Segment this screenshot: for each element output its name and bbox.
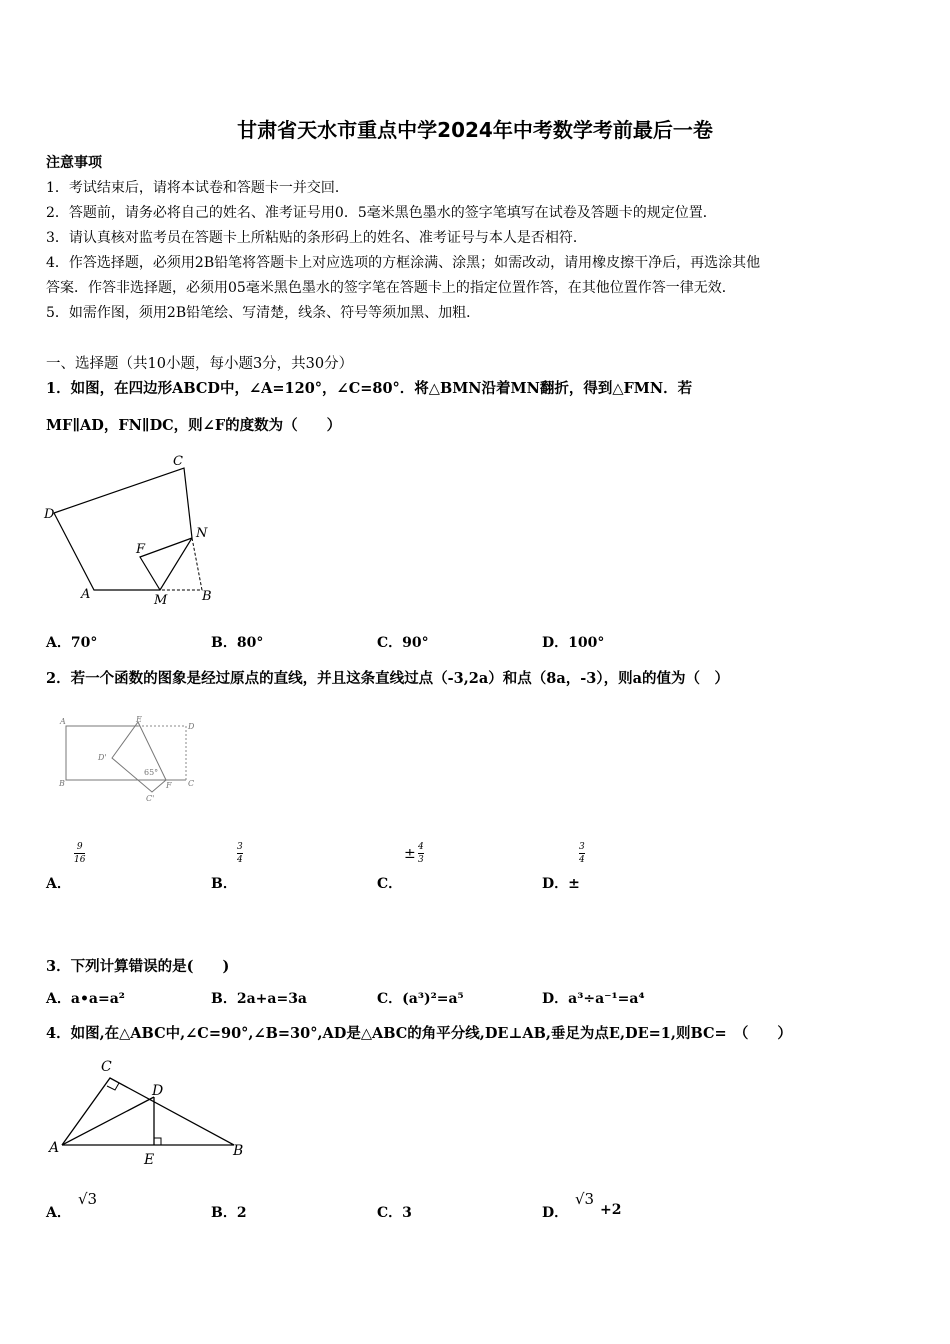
label-D-prime: D' (98, 753, 107, 762)
q3-option-a[interactable]: A．a•a=a² (46, 991, 125, 1007)
q2-option-a[interactable]: A． (46, 876, 71, 892)
q1-option-a[interactable]: A．70° (46, 635, 98, 651)
q3-option-b[interactable]: B．2a+a=3a (211, 991, 308, 1007)
label-C: C (173, 454, 183, 469)
question-1-figure (40, 450, 230, 610)
label-F: F (136, 542, 146, 557)
label-C: C (101, 1059, 112, 1075)
label-A: A (60, 717, 66, 726)
label-M: M (154, 593, 168, 608)
q2-option-b-fraction: 3 4 (237, 842, 243, 865)
label-B: B (202, 589, 212, 604)
label-C-prime: C' (146, 794, 155, 803)
note-item: 2．答题前，请务必将自己的姓名、准考证号用0．5毫米黑色墨水的签字笔填写在试卷及答题卡的规定位置． (46, 205, 717, 221)
q4-option-d-suffix: +2 (600, 1202, 622, 1218)
q2-option-b[interactable]: B． (211, 876, 237, 892)
q1-option-d[interactable]: D．100° (542, 635, 605, 651)
question-4-figure (44, 1052, 254, 1172)
question-1-line1: 1．如图，在四边形ABCD中，∠A=120°，∠C=80°．将△BMN沿着MN翻折，得到△FMN．若 (46, 380, 693, 397)
q4-option-a-value: √3 (78, 1190, 98, 1208)
label-F: F (166, 781, 172, 790)
note-item: 3．请认真核对监考员在答题卡上所粘贴的条形码上的姓名、准考证号与本人是否相符． (46, 230, 587, 246)
q4-option-a[interactable]: A． (46, 1205, 71, 1221)
q4-option-d[interactable]: D． (542, 1205, 569, 1221)
page-title: 甘肃省天水市重点中学2024年中考数学考前最后一卷 (237, 118, 713, 142)
note-item: 5．如需作图，须用2B铅笔绘、写清楚，线条、符号等须加黑、加粗． (46, 305, 481, 321)
q2-option-c-fraction: 4 3 (418, 842, 424, 865)
label-N: N (196, 526, 208, 541)
q2-option-a-fraction: 9 16 (74, 842, 86, 865)
q3-option-c[interactable]: C．(a³)²=a⁵ (377, 991, 464, 1007)
q2-option-c-sign: ± (404, 846, 416, 862)
q1-option-c[interactable]: C．90° (377, 635, 429, 651)
label-C: C (188, 779, 195, 788)
question-1-line2: MF∥AD，FN∥DC，则∠F的度数为（ ） (46, 417, 342, 434)
label-D: D (188, 722, 195, 731)
section-title: 一、选择题（共10小题，每小题3分，共30分） (46, 356, 354, 372)
q4-option-d-value: √3 (575, 1190, 595, 1208)
note-item: 4．作答选择题，必须用2B铅笔将答题卡上对应选项的方框涂满、涂黑；如需改动，请用橡皮擦干净后，再选涂其他 (46, 255, 761, 271)
label-D: D (44, 507, 55, 522)
label-A: A (49, 1140, 60, 1156)
label-E: E (144, 1152, 155, 1168)
angle-label: 65° (144, 768, 159, 777)
label-B: B (233, 1143, 244, 1159)
question-4-text: 4．如图,在△ABC中,∠C=90°,∠B=30°,AD是△ABC的角平分线,DE⊥AB,垂足为点E,DE=1,则BC= （ ） (46, 1025, 792, 1042)
q2-option-d-fraction: 3 4 (579, 842, 585, 865)
notes-heading: 注意事项 (46, 155, 102, 171)
q3-option-d[interactable]: D．a³÷a⁻¹=a⁴ (542, 991, 645, 1007)
q4-option-b[interactable]: B．2 (211, 1205, 247, 1221)
note-item: 答案．作答非选择题，必须用05毫米黑色墨水的签字笔在答题卡上的指定位置作答，在其他位置作答一律无效． (46, 280, 736, 296)
label-D: D (152, 1083, 164, 1099)
question-2-text: 2．若一个函数的图象是经过原点的直线，并且这条直线过点（-3,2a）和点（8a，-3），则a的值为（ ） (46, 670, 729, 687)
label-B: B (59, 779, 65, 788)
q2-option-c[interactable]: C． (377, 876, 403, 892)
q1-option-b[interactable]: B．80° (211, 635, 264, 651)
question-3-text: 3．下列计算错误的是( ) (46, 958, 230, 975)
q2-option-d[interactable]: D．± (542, 876, 580, 892)
label-A: A (81, 587, 91, 602)
q4-option-c[interactable]: C．3 (377, 1205, 412, 1221)
question-2-figure (54, 712, 204, 807)
note-item: 1．考试结束后，请将本试卷和答题卡一并交回． (46, 180, 349, 196)
label-E: E (136, 715, 142, 724)
